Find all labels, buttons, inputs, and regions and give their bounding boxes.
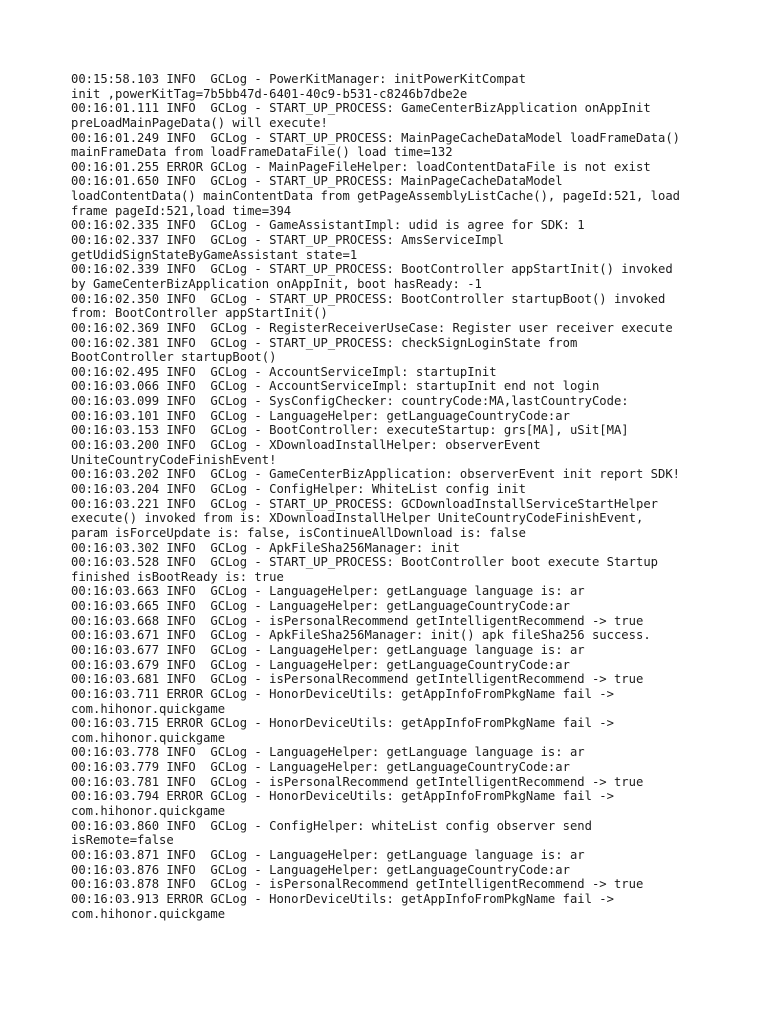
log-line: frame pageId:521,load time=394 (71, 203, 292, 218)
log-line: 00:16:02.339 INFO GCLog - START_UP_PROCESS: BootController appStartInit() invoked (71, 262, 673, 277)
log-line: finished isBootReady is: true (71, 569, 284, 584)
log-line: UniteCountryCodeFinishEvent! (71, 452, 277, 467)
log-line: 00:16:03.681 INFO GCLog - isPersonalRecommend getIntelligentRecommend -> true (71, 672, 644, 687)
log-line: execute() invoked from is: XDownloadInstallHelper UniteCountryCodeFinishEvent, (71, 511, 644, 526)
log-line: by GameCenterBizApplication onAppInit, boot hasReady: -1 (71, 276, 482, 291)
log-line: 00:16:03.302 INFO GCLog - ApkFileSha256Manager: init (71, 540, 460, 555)
log-line: com.hihonor.quickgame (71, 804, 226, 819)
log-line: 00:16:02.381 INFO GCLog - START_UP_PROCESS: checkSignLoginState from (71, 335, 578, 350)
log-line: 00:16:03.794 ERROR GCLog - HonorDeviceUtils: getAppInfoFromPkgName fail -> (71, 789, 614, 804)
log-line: getUdidSignStateByGameAssistant state=1 (71, 247, 358, 262)
log-line: 00:16:02.495 INFO GCLog - AccountServiceImpl: startupInit (71, 364, 497, 379)
log-line: from: BootController appStartInit() (71, 306, 328, 321)
log-line: BootController startupBoot() (71, 350, 277, 365)
log-line: com.hihonor.quickgame (71, 701, 226, 716)
log-line: 00:16:03.876 INFO GCLog - LanguageHelper: getLanguageCountryCode:ar (71, 862, 570, 877)
log-line: 00:16:03.153 INFO GCLog - BootController: executeStartup: grs[MA], uSit[MA] (71, 423, 629, 438)
log-line: 00:16:03.202 INFO GCLog - GameCenterBizApplication: observerEvent init report SDK! (71, 467, 681, 482)
log-line: 00:16:01.249 INFO GCLog - START_UP_PROCESS: MainPageCacheDataModel loadFrameData() (71, 130, 681, 145)
log-line: mainFrameData from loadFrameDataFile() load time=132 (71, 145, 453, 160)
log-line: com.hihonor.quickgame (71, 906, 226, 921)
log-line: isRemote=false (71, 833, 174, 848)
log-line: 00:16:01.111 INFO GCLog - START_UP_PROCESS: GameCenterBizApplication onAppInit (71, 101, 651, 116)
log-line: 00:16:03.871 INFO GCLog - LanguageHelper: getLanguage language is: ar (71, 847, 585, 862)
log-line: 00:16:01.255 ERROR GCLog - MainPageFileHelper: loadContentDataFile is not exist (71, 159, 651, 174)
log-line: 00:16:01.650 INFO GCLog - START_UP_PROCESS: MainPageCacheDataModel (71, 174, 563, 189)
log-line: 00:16:03.200 INFO GCLog - XDownloadInstallHelper: observerEvent (71, 438, 541, 453)
log-line: preLoadMainPageData() will execute! (71, 115, 328, 130)
log-line: 00:15:58.103 INFO GCLog - PowerKitManager: initPowerKitCompat (71, 72, 526, 86)
log-line: param isForceUpdate is: false, isContinueAllDownload is: false (71, 525, 526, 540)
log-line: 00:16:03.668 INFO GCLog - isPersonalRecommend getIntelligentRecommend -> true (71, 613, 644, 628)
log-line: init ,powerKitTag=7b5bb47d-6401-40c9-b531-c8246b7dbe2e (71, 86, 468, 101)
log-line: 00:16:03.679 INFO GCLog - LanguageHelper: getLanguageCountryCode:ar (71, 657, 570, 672)
log-line: 00:16:03.715 ERROR GCLog - HonorDeviceUtils: getAppInfoFromPkgName fail -> (71, 716, 614, 731)
log-line: 00:16:03.778 INFO GCLog - LanguageHelper: getLanguage language is: ar (71, 745, 585, 760)
log-text-block (71, 72, 711, 921)
log-line: 00:16:03.677 INFO GCLog - LanguageHelper: getLanguage language is: ar (71, 642, 585, 657)
log-line: 00:16:02.369 INFO GCLog - RegisterReceiverUseCase: Register user receiver execute (71, 320, 673, 335)
log-line: 00:16:03.099 INFO GCLog - SysConfigChecker: countryCode:MA,lastCountryCode: (71, 394, 629, 409)
log-line: 00:16:03.781 INFO GCLog - isPersonalRecommend getIntelligentRecommend -> true (71, 774, 644, 789)
log-line: 00:16:03.779 INFO GCLog - LanguageHelper: getLanguageCountryCode:ar (71, 760, 570, 775)
log-line: 00:16:02.335 INFO GCLog - GameAssistantImpl: udid is agree for SDK: 1 (71, 218, 585, 233)
log-line: 00:16:03.711 ERROR GCLog - HonorDeviceUtils: getAppInfoFromPkgName fail -> (71, 686, 614, 701)
log-line: 00:16:03.878 INFO GCLog - isPersonalRecommend getIntelligentRecommend -> true (71, 877, 644, 892)
log-line: 00:16:03.665 INFO GCLog - LanguageHelper: getLanguageCountryCode:ar (71, 599, 570, 614)
log-line: 00:16:03.221 INFO GCLog - START_UP_PROCESS: GCDownloadInstallServiceStartHelper (71, 496, 658, 511)
log-line: 00:16:03.663 INFO GCLog - LanguageHelper: getLanguage language is: ar (71, 584, 585, 599)
log-line: com.hihonor.quickgame (71, 730, 226, 745)
log-line: 00:16:03.066 INFO GCLog - AccountServiceImpl: startupInit end not login (71, 379, 600, 394)
log-line: 00:16:03.913 ERROR GCLog - HonorDeviceUtils: getAppInfoFromPkgName fail -> (71, 891, 614, 906)
log-line: 00:16:03.860 INFO GCLog - ConfigHelper: whiteList config observer send (71, 818, 592, 833)
log-line: 00:16:02.337 INFO GCLog - START_UP_PROCESS: AmsServiceImpl (71, 233, 504, 248)
log-line: loadContentData() mainContentData from getPageAssemblyListCache(), pageId:521, load (71, 189, 681, 204)
log-line: 00:16:03.204 INFO GCLog - ConfigHelper: WhiteList config init (71, 481, 526, 496)
log-line: 00:16:02.350 INFO GCLog - START_UP_PROCESS: BootController startupBoot() invoked (71, 291, 666, 306)
log-line: 00:16:03.528 INFO GCLog - START_UP_PROCESS: BootController boot execute Startup (71, 555, 658, 570)
log-line: 00:16:03.101 INFO GCLog - LanguageHelper: getLanguageCountryCode:ar (71, 408, 570, 423)
log-line: 00:16:03.671 INFO GCLog - ApkFileSha256Manager: init() apk fileSha256 success. (71, 628, 651, 643)
